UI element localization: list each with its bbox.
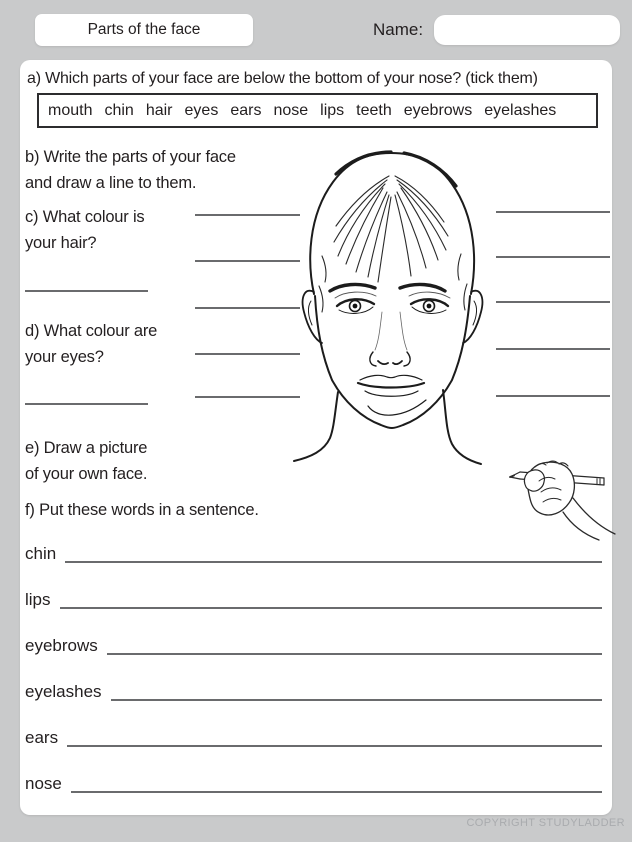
word-bank-word-lips[interactable]: lips bbox=[320, 101, 345, 119]
worksheet-title-box bbox=[35, 14, 253, 46]
page-title: Parts of the face bbox=[87, 21, 201, 38]
sentence-word-label-lips: lips bbox=[25, 590, 51, 609]
word-bank-word-chin[interactable]: chin bbox=[104, 101, 134, 119]
sentence-row-eyebrows bbox=[25, 632, 602, 655]
question-a-text: a) Which parts of your face are below the bottom of your nose? (tick them) bbox=[27, 70, 538, 87]
copyright-text: COPYRIGHT STUDYLADDER bbox=[466, 817, 625, 829]
name-input[interactable] bbox=[434, 15, 620, 45]
sentence-word-label-eyebrows: eyebrows bbox=[25, 636, 98, 655]
question-e-text bbox=[25, 435, 147, 487]
word-bank-word-ears[interactable]: ears bbox=[230, 101, 262, 119]
word-bank-word-eyelashes[interactable]: eyelashes bbox=[484, 101, 557, 119]
question-d-line2: your eyes? bbox=[25, 348, 104, 366]
word-bank-word-nose[interactable]: nose bbox=[273, 101, 309, 119]
question-c-line2: your hair? bbox=[25, 234, 97, 252]
face-label-line-right-3[interactable] bbox=[496, 301, 610, 303]
question-c-text bbox=[25, 204, 144, 256]
sentence-answer-line-lips[interactable] bbox=[60, 584, 602, 609]
sentence-answer-line-chin[interactable] bbox=[65, 538, 602, 563]
question-b-line1: b) Write the parts of your face bbox=[25, 148, 236, 166]
sentence-row-chin bbox=[25, 540, 602, 563]
question-c-line1: c) What colour is bbox=[25, 208, 145, 226]
sentence-word-label-nose: nose bbox=[25, 774, 62, 793]
question-b-line2: and draw a line to them. bbox=[25, 174, 197, 192]
sentence-answer-line-eyebrows[interactable] bbox=[107, 630, 602, 655]
question-e-line1: e) Draw a picture bbox=[25, 439, 148, 457]
word-bank-word-mouth[interactable]: mouth bbox=[48, 101, 93, 119]
sentence-row-eyelashes bbox=[25, 678, 602, 701]
sentence-word-label-chin: chin bbox=[25, 544, 57, 563]
question-e-line2: of your own face. bbox=[25, 465, 148, 483]
sentence-row-nose bbox=[25, 770, 602, 793]
word-bank-word-eyebrows[interactable]: eyebrows bbox=[403, 101, 473, 119]
question-d-line1: d) What colour are bbox=[25, 322, 158, 340]
question-b-text bbox=[25, 144, 236, 196]
sentence-answer-line-nose[interactable] bbox=[71, 768, 602, 793]
sentence-row-ears bbox=[25, 724, 602, 747]
question-f-text: f) Put these words in a sentence. bbox=[25, 501, 259, 519]
word-bank-word-hair[interactable]: hair bbox=[145, 101, 173, 119]
name-label: Name: bbox=[373, 20, 424, 39]
worksheet-card bbox=[20, 60, 612, 815]
face-label-line-right-2[interactable] bbox=[496, 256, 610, 258]
word-bank-box bbox=[37, 93, 598, 128]
sentence-answer-line-ears[interactable] bbox=[67, 722, 602, 747]
sentence-word-label-ears: ears bbox=[25, 728, 59, 747]
word-bank-word-eyes[interactable]: eyes bbox=[184, 101, 219, 119]
question-d-text bbox=[25, 318, 157, 370]
face-label-line-right-1[interactable] bbox=[496, 211, 610, 213]
face-label-line-right-4[interactable] bbox=[496, 348, 610, 350]
face-label-line-right-5[interactable] bbox=[496, 395, 610, 397]
word-bank-word-teeth[interactable]: teeth bbox=[356, 101, 392, 119]
sentence-word-label-eyelashes: eyelashes bbox=[25, 682, 102, 701]
sentence-row-lips bbox=[25, 586, 602, 609]
hand-pencil-illustration bbox=[505, 452, 620, 544]
face-illustration bbox=[278, 144, 493, 474]
answer-line-hair-colour[interactable] bbox=[25, 290, 148, 292]
answer-line-eye-colour[interactable] bbox=[25, 403, 148, 405]
sentence-answer-line-eyelashes[interactable] bbox=[111, 676, 602, 701]
